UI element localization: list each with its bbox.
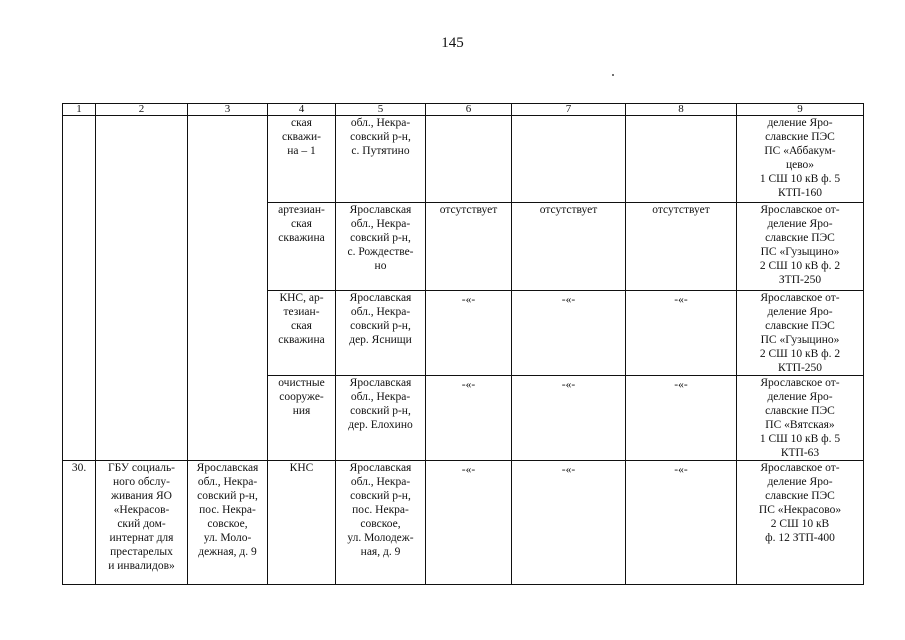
ditto-mark: -«- bbox=[674, 464, 688, 476]
header-cell-1: 1 bbox=[63, 104, 96, 116]
ditto-mark: -«- bbox=[461, 294, 476, 306]
col6-cell bbox=[426, 291, 512, 376]
organization-cell: ГБУ социаль- ного обслу- живания ЯО «Некрасов- ский дом- интернат для престарелых и инвалидов» bbox=[96, 461, 188, 585]
organization-address-cell: Ярославская обл., Некра- совский р-н, пос. Некра- совское, ул. Моло- дежная, д. 9 bbox=[188, 461, 268, 585]
object-address-cell: Ярославская обл., Некра- совский р-н, дер. Яснищи bbox=[336, 291, 426, 376]
col8-cell bbox=[626, 116, 737, 203]
object-cell: КНС bbox=[268, 461, 336, 585]
object-address-cell: Ярославская обл., Некра- совский р-н, дер. Елохино bbox=[336, 376, 426, 461]
header-cell-9: 9 bbox=[737, 104, 864, 116]
power-source-cell: Ярославское от- деление Яро- славские ПЭС ПС «Вятская» 1 СШ 10 кВ ф. 5 КТП-63 bbox=[737, 376, 864, 461]
col6-cell bbox=[426, 116, 512, 203]
object-cell: артезиан- ская скважина bbox=[268, 203, 336, 291]
object-address-cell: Ярославская обл., Некра- совский р-н, с. Рождестве- но bbox=[336, 203, 426, 291]
power-source-cell: Ярославское от- деление Яро- славские ПЭС ПС «Некрасово» 2 СШ 10 кВ ф. 12 ЗТП-400 bbox=[737, 461, 864, 585]
data-table bbox=[62, 103, 864, 585]
page-number: 145 bbox=[441, 35, 464, 51]
header-cell-2: 2 bbox=[96, 104, 188, 116]
col8-cell bbox=[626, 376, 737, 461]
header-cell-3: 3 bbox=[188, 104, 268, 116]
header-cell-6: 6 bbox=[426, 104, 512, 116]
col6-cell: отсутствует bbox=[426, 203, 512, 291]
header-row bbox=[63, 104, 864, 116]
col8-cell bbox=[626, 291, 737, 376]
col7-cell bbox=[512, 461, 626, 585]
organization-cell bbox=[96, 116, 188, 461]
header-cell-8: 8 bbox=[626, 104, 737, 116]
ditto-mark: -«- bbox=[461, 464, 476, 476]
header-cell-5: 5 bbox=[336, 104, 426, 116]
power-source-cell: Ярославское от- деление Яро- славские ПЭС ПС «Гузыцино» 2 СШ 10 кВ ф. 2 КТП-250 bbox=[737, 291, 864, 376]
object-cell: КНС, ар- тезиан- ская скважина bbox=[268, 291, 336, 376]
col6-cell bbox=[426, 376, 512, 461]
header-cell-4: 4 bbox=[268, 104, 336, 116]
ditto-mark: -«- bbox=[461, 379, 476, 391]
object-address-cell: Ярославская обл., Некра- совский р-н, пос. Некра- совское, ул. Молодеж- ная, д. 9 bbox=[336, 461, 426, 585]
ditto-mark: -«- bbox=[561, 379, 576, 391]
ditto-mark: -«- bbox=[674, 379, 688, 391]
ditto-mark: -«- bbox=[561, 294, 576, 306]
col8-cell bbox=[626, 461, 737, 585]
table-row bbox=[63, 461, 864, 585]
ditto-mark: -«- bbox=[561, 464, 576, 476]
col8-cell: отсутствует bbox=[626, 203, 737, 291]
header-cell-7: 7 bbox=[512, 104, 626, 116]
col7-cell bbox=[512, 291, 626, 376]
row-number-cell bbox=[63, 116, 96, 461]
object-cell: ская скважи- на – 1 bbox=[268, 116, 336, 203]
col7-cell bbox=[512, 116, 626, 203]
col7-cell: отсутствует bbox=[512, 203, 626, 291]
organization-address-cell bbox=[188, 116, 268, 461]
power-source-cell: Ярославское от- деление Яро- славские ПЭС ПС «Гузыцино» 2 СШ 10 кВ ф. 2 ЗТП-250 bbox=[737, 203, 864, 291]
ditto-mark: -«- bbox=[674, 294, 688, 306]
scan-speck bbox=[612, 74, 614, 76]
row-number-cell: 30. bbox=[63, 461, 96, 585]
table-row bbox=[63, 116, 864, 203]
col7-cell bbox=[512, 376, 626, 461]
col6-cell bbox=[426, 461, 512, 585]
object-address-cell: обл., Некра- совский р-н, с. Путятино bbox=[336, 116, 426, 203]
power-source-cell: деление Яро- славские ПЭС ПС «Аббакум- цево» 1 СШ 10 кВ ф. 5 КТП-160 bbox=[737, 116, 864, 203]
object-cell: очистные сооруже- ния bbox=[268, 376, 336, 461]
